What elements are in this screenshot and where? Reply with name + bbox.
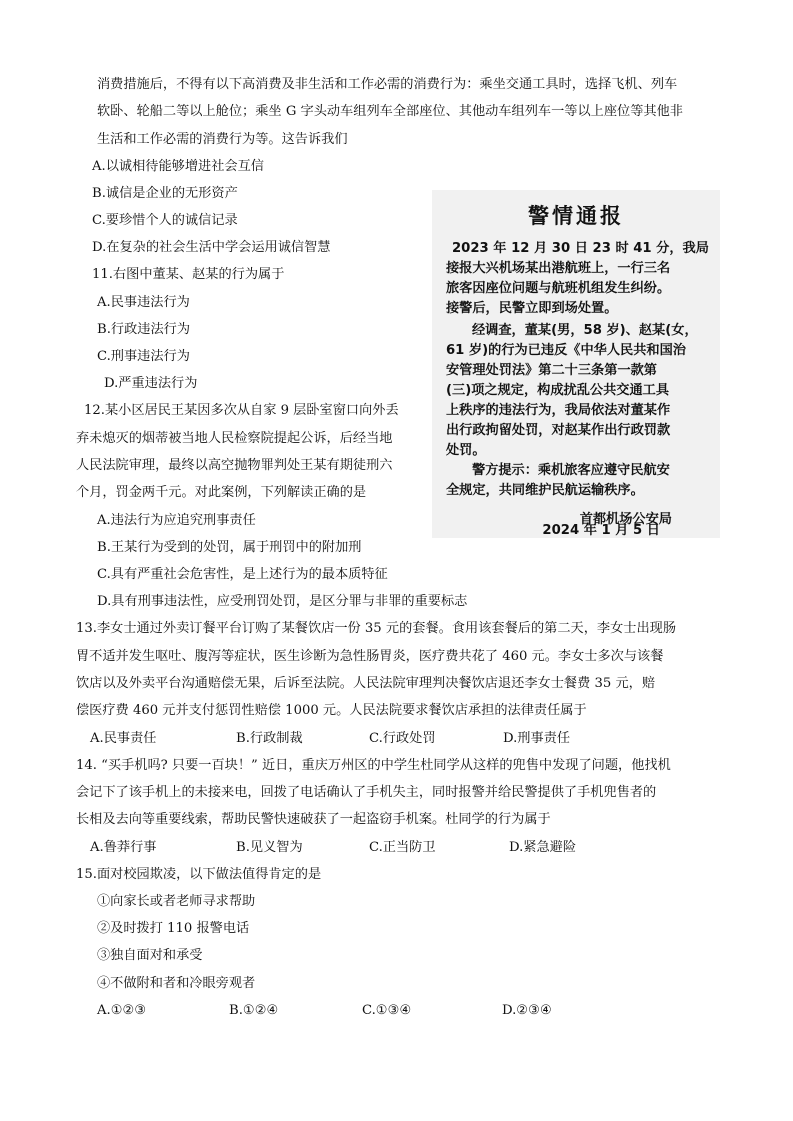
q14-option-a: A.鲁莽行事 [90,840,157,855]
q15-option-d: D.②③④ [502,1003,552,1018]
notice-line-5: 经调查，董某(男，58 岁)、赵某(女， [472,323,698,338]
q13-option-c: C.行政处罚 [369,731,436,746]
q14-stem-line-2: 会记下了该手机上的未接来电，回拨了电话确认了手机失主，同时报警并给民警提供了手机兜售者的 [76,785,657,800]
q13-option-d: D.刑事责任 [503,731,571,746]
q15-item-2: ②及时拨打 110 报警电话 [97,921,250,936]
notice-line-13: 全规定，共同维护民航运输秩序。 [446,483,644,498]
q15-option-b: B.①②④ [229,1003,279,1018]
q13-stem-line-4: 偿医疗费 460 元并支付惩罚性赔偿 1000 元。人民法院要求餐饮店承担的法律责任属于 [76,703,587,718]
notice-signature-date: 2024 年 1 月 5 日 [542,523,660,538]
q12-option-d: D.具有刑事违法性，应受刑罚处罚，是区分罪与非罪的重要标志 [97,594,468,609]
q14-stem-line-3: 长相及去向等重要线索，帮助民警快速破获了一起盗窃手机案。杜同学的行为属于 [76,812,551,827]
q14-option-c: C.正当防卫 [369,840,436,855]
police-notice-image [432,190,720,538]
notice-line-4: 接警后，民警立即到场处置。 [446,301,618,316]
notice-line-12: 警方提示：乘机旅客应遵守民航安 [472,463,670,478]
q15-stem: 15.面对校园欺凌，以下做法值得肯定的是 [76,867,322,882]
notice-line-8: (三)项之规定，构成扰乱公共交通工具 [446,383,670,398]
q13-stem-line-2: 胃不适并发生呕吐、腹泻等症状，医生诊断为急性肠胃炎，医疗费共花了 460 元。李女士多次与该餐 [76,649,664,664]
q12-stem-line-3: 人民法院审理，最终以高空抛物罪判处王某有期徒刑六 [76,458,393,473]
notice-signature-org: 首都机场公安局 [579,512,672,527]
intro-line-2: 软卧、轮船二等以上舱位；乘坐 G 字头动车组列车全部座位、其他动车组列车一等以上座位等其他非 [97,104,683,119]
notice-title: 警情通报 [528,204,624,228]
notice-line-10: 出行政拘留处罚，对赵某作出行政罚款 [446,423,671,438]
notice-line-1: 2023 年 12 月 30 日 23 时 41 分，我局 [452,241,709,256]
q10-option-c: C.要珍惜个人的诚信记录 [92,213,238,228]
intro-line-1: 消费措施后，不得有以下高消费及非生活和工作必需的消费行为：乘坐交通工具时，选择飞机、列车 [97,77,678,92]
q15-item-1: ①向家长或者老师寻求帮助 [97,894,256,909]
q13-option-b: B.行政制裁 [236,731,303,746]
q14-stem-line-1: 14. “买手机吗? 只要一百块！” 近日，重庆万州区的中学生杜同学从这样的兜售中发现了问题，他找机 [76,758,671,773]
q13-option-a: A.民事责任 [90,731,157,746]
q12-option-a: A.违法行为应追究刑事责任 [97,513,256,528]
q11-option-d: D.严重违法行为 [104,376,198,391]
q15-option-a: A.①②③ [97,1003,147,1018]
q11-option-b: B.行政违法行为 [97,322,191,337]
notice-line-7: 安管理处罚法》第二十三条第一款第 [446,363,657,378]
q14-option-b: B.见义智为 [236,840,303,855]
q12-option-b: B.王某行为受到的处罚，属于刑罚中的附加刑 [97,540,362,555]
q14-option-d: D.紧急避险 [509,840,577,855]
intro-line-3: 生活和工作必需的消费行为等。这告诉我们 [97,132,348,147]
q15-option-c: C.①③④ [362,1003,412,1018]
q10-option-d: D.在复杂的社会生活中学会运用诚信智慧 [92,240,331,255]
q11-stem: 11.右图中董某、赵某的行为属于 [92,267,285,282]
q12-stem-line-1: 12.某小区居民王某因多次从自家 9 层卧室窗口向外丢 [84,403,399,418]
notice-line-6: 61 岁)的行为已违反《中华人民共和国治 [446,343,686,358]
q15-item-3: ③独自面对和承受 [97,948,203,963]
q10-option-b: B.诚信是企业的无形资产 [92,186,238,201]
q13-stem-line-3: 饮店以及外卖平台沟通赔偿无果，后诉至法院。人民法院审理判决餐饮店退还李女士餐费 35 元，赔 [76,676,656,691]
notice-line-3: 旅客因座位问题与航班机组发生纠纷。 [446,281,671,296]
notice-line-11: 处罚。 [446,443,486,458]
q13-stem-line-1: 13.李女士通过外卖订餐平台订购了某餐饮店一份 35 元的套餐。食用该套餐后的第二天，李女士出现肠 [76,621,677,636]
q11-option-c: C.刑事违法行为 [97,349,190,364]
notice-line-2: 接报大兴机场某出港航班上，一行三名 [446,261,671,276]
q11-option-a: A.民事违法行为 [97,295,190,310]
notice-line-9: 上秩序的违法行为，我局依法对董某作 [446,403,671,418]
q10-option-a: A.以诚相待能够增进社会互信 [92,159,264,174]
q15-item-4: ④不做附和者和冷眼旁观者 [97,976,256,991]
q12-stem-line-4: 个月，罚金两千元。对此案例，下列解读正确的是 [76,485,367,500]
q12-option-c: C.具有严重社会危害性，是上述行为的最本质特征 [97,567,388,582]
q12-stem-line-2: 弃未熄灭的烟蒂被当地人民检察院提起公诉，后经当地 [76,431,393,446]
